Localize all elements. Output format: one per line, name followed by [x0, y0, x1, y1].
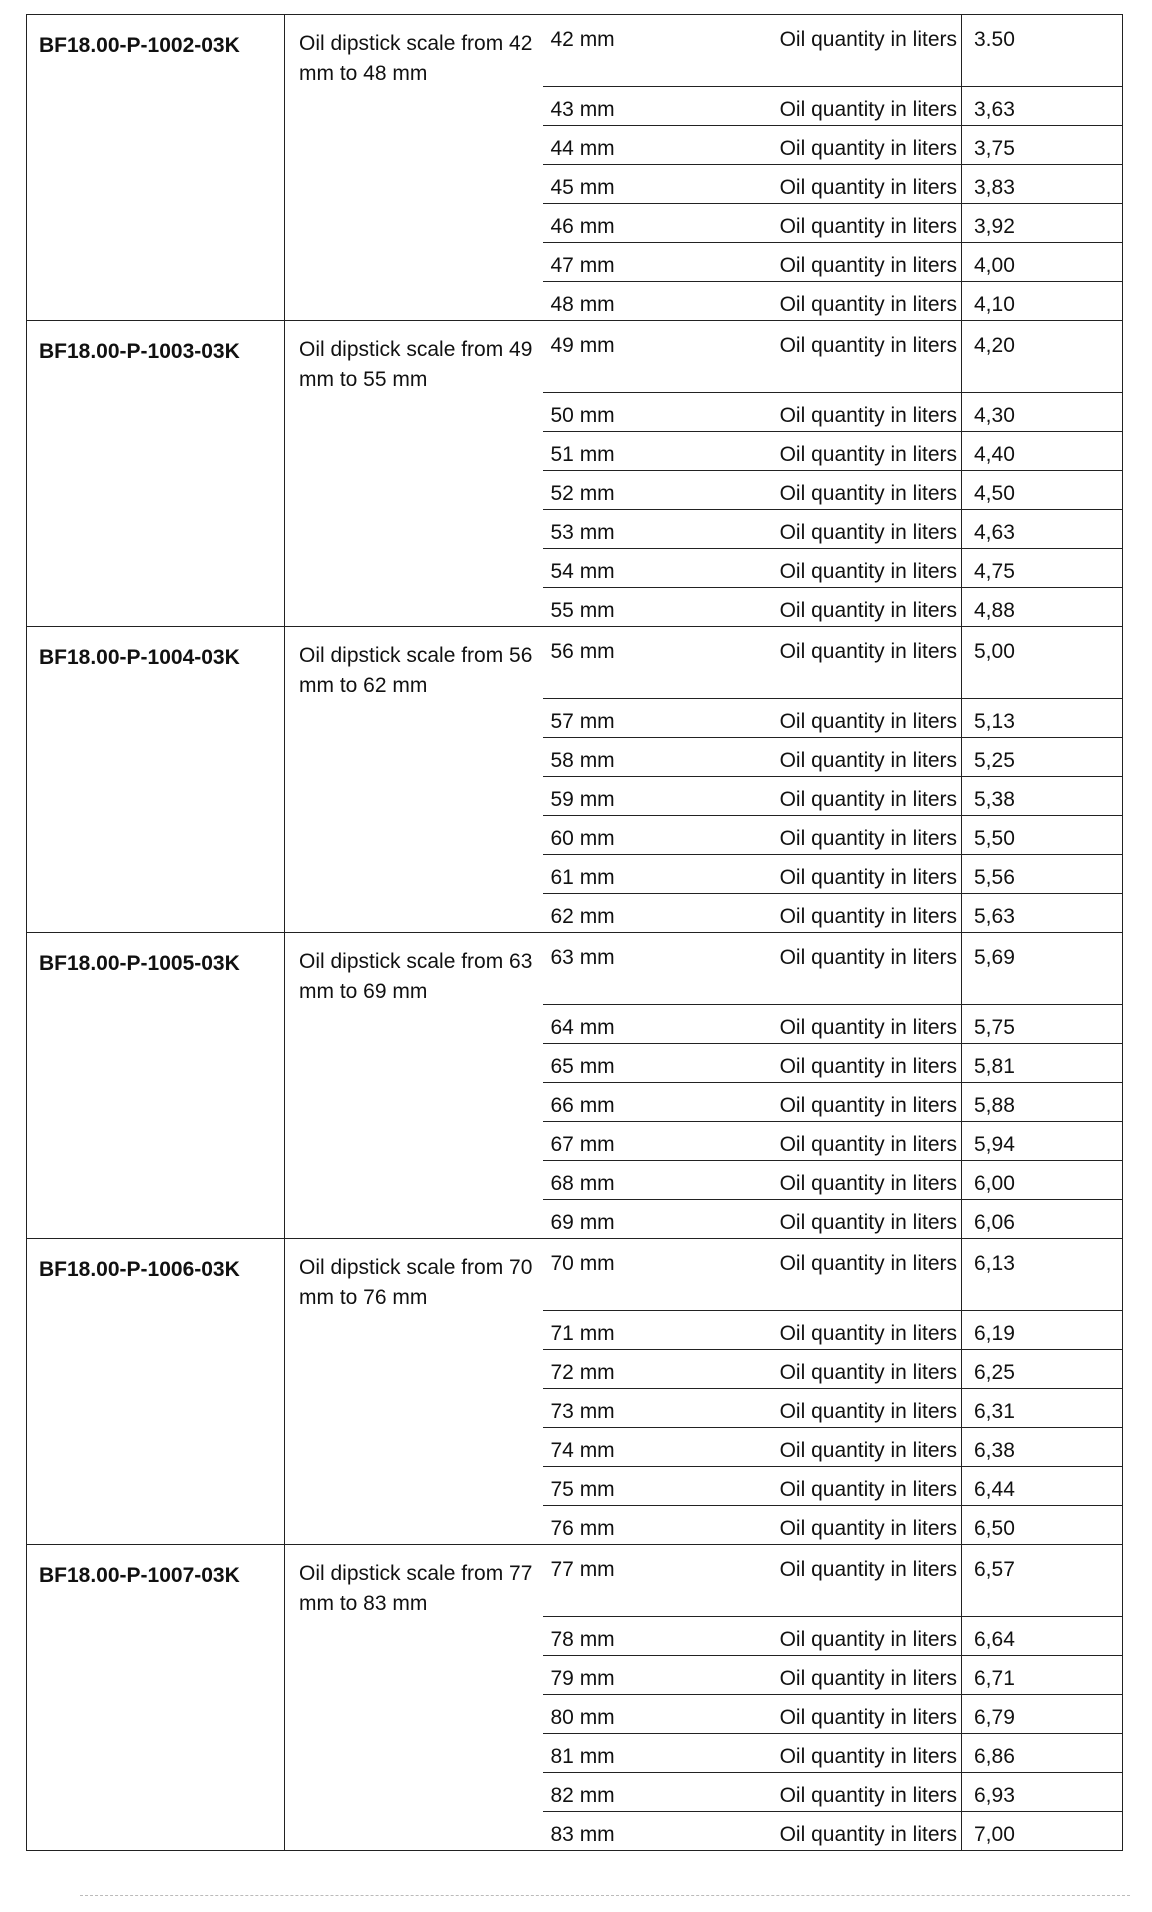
- oil-quantity-value: 5,50: [962, 816, 1123, 855]
- quantity-label: Oil quantity in liters: [693, 1773, 962, 1812]
- dipstick-reading: 67 mm: [543, 1122, 693, 1161]
- quantity-label: Oil quantity in liters: [693, 1311, 962, 1350]
- oil-quantity-value: 6,57: [962, 1545, 1123, 1617]
- dipstick-reading: 82 mm: [543, 1773, 693, 1812]
- oil-quantity-value: 5,13: [962, 699, 1123, 738]
- quantity-label: Oil quantity in liters: [693, 699, 962, 738]
- quantity-label: Oil quantity in liters: [693, 588, 962, 627]
- dipstick-reading: 52 mm: [543, 471, 693, 510]
- dipstick-reading: 68 mm: [543, 1161, 693, 1200]
- dipstick-reading: 73 mm: [543, 1389, 693, 1428]
- quantity-label: Oil quantity in liters: [693, 1812, 962, 1851]
- oil-quantity-value: 5,75: [962, 1005, 1123, 1044]
- oil-quantity-value: 3,63: [962, 87, 1123, 126]
- quantity-label: Oil quantity in liters: [693, 1389, 962, 1428]
- dipstick-reading: 44 mm: [543, 126, 693, 165]
- dipstick-reading: 47 mm: [543, 243, 693, 282]
- quantity-label: Oil quantity in liters: [693, 165, 962, 204]
- part-code: BF18.00-P-1002-03K: [27, 15, 285, 321]
- part-code: BF18.00-P-1003-03K: [27, 321, 285, 627]
- quantity-label: Oil quantity in liters: [693, 1428, 962, 1467]
- oil-quantity-value: 5,94: [962, 1122, 1123, 1161]
- dipstick-reading: 53 mm: [543, 510, 693, 549]
- oil-quantity-value: 4,40: [962, 432, 1123, 471]
- dipstick-reading: 80 mm: [543, 1695, 693, 1734]
- scale-description: Oil dipstick scale from 70 mm to 76 mm: [285, 1239, 543, 1545]
- quantity-label: Oil quantity in liters: [693, 87, 962, 126]
- dipstick-reading: 71 mm: [543, 1311, 693, 1350]
- quantity-label: Oil quantity in liters: [693, 1122, 962, 1161]
- table-row: [27, 321, 1123, 393]
- oil-quantity-value: 6,25: [962, 1350, 1123, 1389]
- quantity-label: Oil quantity in liters: [693, 1467, 962, 1506]
- dipstick-reading: 65 mm: [543, 1044, 693, 1083]
- oil-quantity-value: 5,88: [962, 1083, 1123, 1122]
- quantity-label: Oil quantity in liters: [693, 777, 962, 816]
- oil-quantity-value: 4,88: [962, 588, 1123, 627]
- dipstick-reading: 57 mm: [543, 699, 693, 738]
- dipstick-reading: 49 mm: [543, 321, 693, 393]
- dipstick-reading: 63 mm: [543, 933, 693, 1005]
- quantity-label: Oil quantity in liters: [693, 1083, 962, 1122]
- quantity-label: Oil quantity in liters: [693, 1161, 962, 1200]
- dipstick-reading: 76 mm: [543, 1506, 693, 1545]
- scale-description: Oil dipstick scale from 77 mm to 83 mm: [285, 1545, 543, 1851]
- dipstick-reading: 59 mm: [543, 777, 693, 816]
- oil-quantity-value: 3,83: [962, 165, 1123, 204]
- dipstick-reading: 83 mm: [543, 1812, 693, 1851]
- quantity-label: Oil quantity in liters: [693, 738, 962, 777]
- dipstick-reading: 46 mm: [543, 204, 693, 243]
- quantity-label: Oil quantity in liters: [693, 15, 962, 87]
- quantity-label: Oil quantity in liters: [693, 1617, 962, 1656]
- scale-description: Oil dipstick scale from 63 mm to 69 mm: [285, 933, 543, 1239]
- quantity-label: Oil quantity in liters: [693, 816, 962, 855]
- dipstick-reading: 55 mm: [543, 588, 693, 627]
- dipstick-reading: 69 mm: [543, 1200, 693, 1239]
- scale-description: Oil dipstick scale from 49 mm to 55 mm: [285, 321, 543, 627]
- dipstick-reading: 56 mm: [543, 627, 693, 699]
- oil-quantity-value: 6,19: [962, 1311, 1123, 1350]
- oil-quantity-value: 6,64: [962, 1617, 1123, 1656]
- oil-quantity-value: 6,38: [962, 1428, 1123, 1467]
- dipstick-reading: 75 mm: [543, 1467, 693, 1506]
- dipstick-reading: 70 mm: [543, 1239, 693, 1311]
- oil-quantity-value: 3,92: [962, 204, 1123, 243]
- oil-quantity-value: 4,63: [962, 510, 1123, 549]
- quantity-label: Oil quantity in liters: [693, 1005, 962, 1044]
- quantity-label: Oil quantity in liters: [693, 627, 962, 699]
- table-body: [27, 15, 1123, 1851]
- dipstick-reading: 62 mm: [543, 894, 693, 933]
- oil-quantity-value: 4,75: [962, 549, 1123, 588]
- quantity-label: Oil quantity in liters: [693, 510, 962, 549]
- quantity-label: Oil quantity in liters: [693, 282, 962, 321]
- quantity-label: Oil quantity in liters: [693, 432, 962, 471]
- oil-quantity-value: 6,44: [962, 1467, 1123, 1506]
- oil-quantity-value: 3,75: [962, 126, 1123, 165]
- oil-quantity-value: 5,56: [962, 855, 1123, 894]
- oil-quantity-value: 4,00: [962, 243, 1123, 282]
- oil-quantity-value: 6,00: [962, 1161, 1123, 1200]
- part-code: BF18.00-P-1005-03K: [27, 933, 285, 1239]
- table-row: [27, 627, 1123, 699]
- oil-quantity-value: 4,30: [962, 393, 1123, 432]
- quantity-label: Oil quantity in liters: [693, 1695, 962, 1734]
- dipstick-reading: 48 mm: [543, 282, 693, 321]
- quantity-label: Oil quantity in liters: [693, 126, 962, 165]
- dipstick-reading: 43 mm: [543, 87, 693, 126]
- oil-quantity-value: 5,38: [962, 777, 1123, 816]
- oil-quantity-value: 4,10: [962, 282, 1123, 321]
- dipstick-reading: 54 mm: [543, 549, 693, 588]
- oil-quantity-value: 6,06: [962, 1200, 1123, 1239]
- oil-quantity-value: 3.50: [962, 15, 1123, 87]
- oil-quantity-value: 6,79: [962, 1695, 1123, 1734]
- quantity-label: Oil quantity in liters: [693, 1239, 962, 1311]
- table-row: [27, 1545, 1123, 1617]
- dipstick-reading: 60 mm: [543, 816, 693, 855]
- oil-quantity-value: 6,71: [962, 1656, 1123, 1695]
- table-row: [27, 15, 1123, 87]
- oil-quantity-value: 7,00: [962, 1812, 1123, 1851]
- oil-quantity-value: 5,69: [962, 933, 1123, 1005]
- dipstick-reading: 72 mm: [543, 1350, 693, 1389]
- dipstick-reading: 45 mm: [543, 165, 693, 204]
- oil-quantity-value: 6,13: [962, 1239, 1123, 1311]
- part-code: BF18.00-P-1004-03K: [27, 627, 285, 933]
- quantity-label: Oil quantity in liters: [693, 1200, 962, 1239]
- quantity-label: Oil quantity in liters: [693, 1044, 962, 1083]
- oil-quantity-value: 6,93: [962, 1773, 1123, 1812]
- quantity-label: Oil quantity in liters: [693, 1506, 962, 1545]
- quantity-label: Oil quantity in liters: [693, 1350, 962, 1389]
- quantity-label: Oil quantity in liters: [693, 1545, 962, 1617]
- part-code: BF18.00-P-1006-03K: [27, 1239, 285, 1545]
- oil-quantity-value: 6,31: [962, 1389, 1123, 1428]
- dipstick-reading: 64 mm: [543, 1005, 693, 1044]
- oil-quantity-value: 6,86: [962, 1734, 1123, 1773]
- quantity-label: Oil quantity in liters: [693, 393, 962, 432]
- quantity-label: Oil quantity in liters: [693, 1734, 962, 1773]
- quantity-label: Oil quantity in liters: [693, 204, 962, 243]
- dipstick-reading: 78 mm: [543, 1617, 693, 1656]
- quantity-label: Oil quantity in liters: [693, 243, 962, 282]
- quantity-label: Oil quantity in liters: [693, 549, 962, 588]
- dipstick-reading: 42 mm: [543, 15, 693, 87]
- quantity-label: Oil quantity in liters: [693, 894, 962, 933]
- oil-quantity-value: 5,81: [962, 1044, 1123, 1083]
- quantity-label: Oil quantity in liters: [693, 321, 962, 393]
- dipstick-reading: 77 mm: [543, 1545, 693, 1617]
- table-row: [27, 1239, 1123, 1311]
- dipstick-reading: 51 mm: [543, 432, 693, 471]
- oil-quantity-value: 5,63: [962, 894, 1123, 933]
- dipstick-reading: 66 mm: [543, 1083, 693, 1122]
- oil-quantity-value: 6,50: [962, 1506, 1123, 1545]
- table-row: [27, 933, 1123, 1005]
- oil-dipstick-table: [26, 14, 1123, 1851]
- oil-quantity-value: 5,25: [962, 738, 1123, 777]
- dipstick-reading: 74 mm: [543, 1428, 693, 1467]
- quantity-label: Oil quantity in liters: [693, 855, 962, 894]
- dipstick-reading: 50 mm: [543, 393, 693, 432]
- quantity-label: Oil quantity in liters: [693, 471, 962, 510]
- oil-quantity-value: 5,00: [962, 627, 1123, 699]
- scale-description: Oil dipstick scale from 56 mm to 62 mm: [285, 627, 543, 933]
- dipstick-reading: 58 mm: [543, 738, 693, 777]
- page-bottom-rule: [80, 1895, 1130, 1896]
- oil-quantity-value: 4,50: [962, 471, 1123, 510]
- dipstick-reading: 81 mm: [543, 1734, 693, 1773]
- quantity-label: Oil quantity in liters: [693, 933, 962, 1005]
- dipstick-reading: 79 mm: [543, 1656, 693, 1695]
- oil-quantity-value: 4,20: [962, 321, 1123, 393]
- dipstick-reading: 61 mm: [543, 855, 693, 894]
- part-code: BF18.00-P-1007-03K: [27, 1545, 285, 1851]
- scale-description: Oil dipstick scale from 42 mm to 48 mm: [285, 15, 543, 321]
- quantity-label: Oil quantity in liters: [693, 1656, 962, 1695]
